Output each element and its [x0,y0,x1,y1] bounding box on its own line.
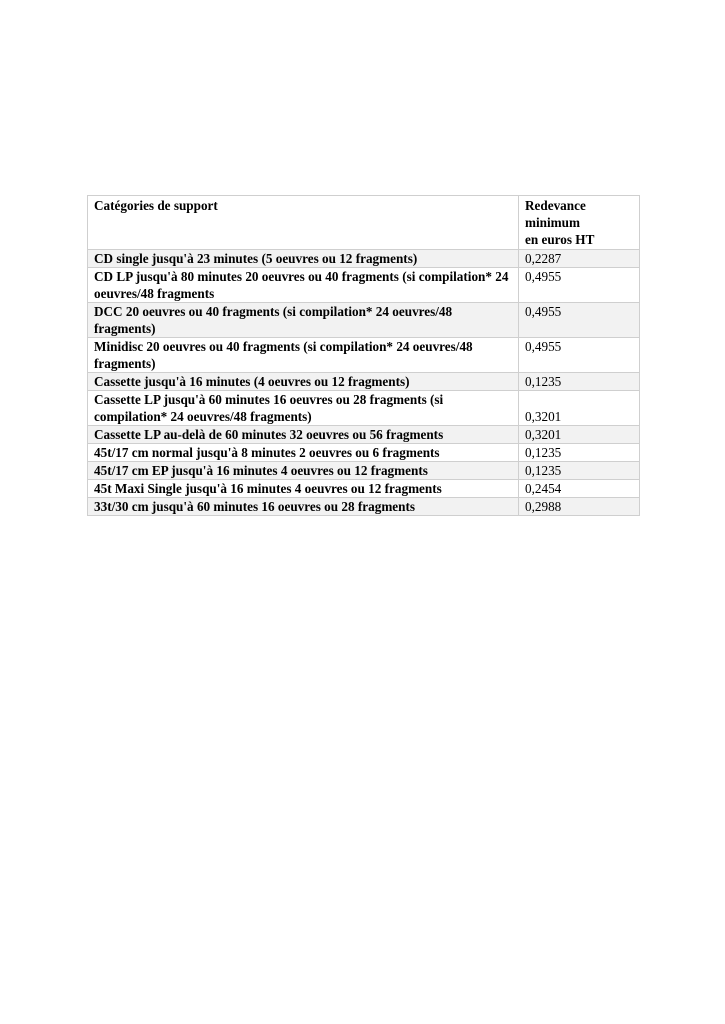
row-category: 45t/17 cm normal jusqu'à 8 minutes 2 oeuvres ou 6 fragments [88,444,519,462]
row-category: Cassette jusqu'à 16 minutes (4 oeuvres ou 12 fragments) [88,373,519,391]
row-fee: 0,1235 [519,373,640,391]
row-fee: 0,1235 [519,444,640,462]
row-category: CD single jusqu'à 23 minutes (5 oeuvres ou 12 fragments) [88,250,519,268]
table-header-row [88,196,640,250]
row-fee: 0,3201 [519,391,640,426]
header-fee-line: en euros HT [525,232,595,247]
table-row [88,373,640,391]
row-category: Minidisc 20 oeuvres ou 40 fragments (si compilation* 24 oeuvres/48 fragments) [88,338,519,373]
header-category: Catégories de support [88,196,519,250]
table-row [88,426,640,444]
row-category: 45t Maxi Single jusqu'à 16 minutes 4 oeuvres ou 12 fragments [88,480,519,498]
header-fee-line: Redevance [525,198,586,213]
table-row [88,338,640,373]
table-row [88,462,640,480]
row-fee: 0,3201 [519,426,640,444]
header-fee-line: minimum [525,215,580,230]
row-fee: 0,4955 [519,303,640,338]
header-fee [519,196,640,250]
table-row [88,498,640,516]
row-category: DCC 20 oeuvres ou 40 fragments (si compilation* 24 oeuvres/48 fragments) [88,303,519,338]
row-category: Cassette LP jusqu'à 60 minutes 16 oeuvres ou 28 fragments (si compilation* 24 oeuvres/48 fragments) [88,391,519,426]
table-row [88,303,640,338]
table-row [88,391,640,426]
row-category: Cassette LP au-delà de 60 minutes 32 oeuvres ou 56 fragments [88,426,519,444]
row-fee: 0,2287 [519,250,640,268]
table-row [88,444,640,462]
row-fee: 0,1235 [519,462,640,480]
row-category: 33t/30 cm jusqu'à 60 minutes 16 oeuvres ou 28 fragments [88,498,519,516]
row-fee: 0,2988 [519,498,640,516]
table-row [88,268,640,303]
row-fee: 0,4955 [519,268,640,303]
table-row [88,250,640,268]
row-fee: 0,2454 [519,480,640,498]
row-category: 45t/17 cm EP jusqu'à 16 minutes 4 oeuvres ou 12 fragments [88,462,519,480]
royalty-table [87,195,640,516]
row-category: CD LP jusqu'à 80 minutes 20 oeuvres ou 40 fragments (si compilation* 24 oeuvres/48 fragments [88,268,519,303]
table-row [88,480,640,498]
row-fee: 0,4955 [519,338,640,373]
